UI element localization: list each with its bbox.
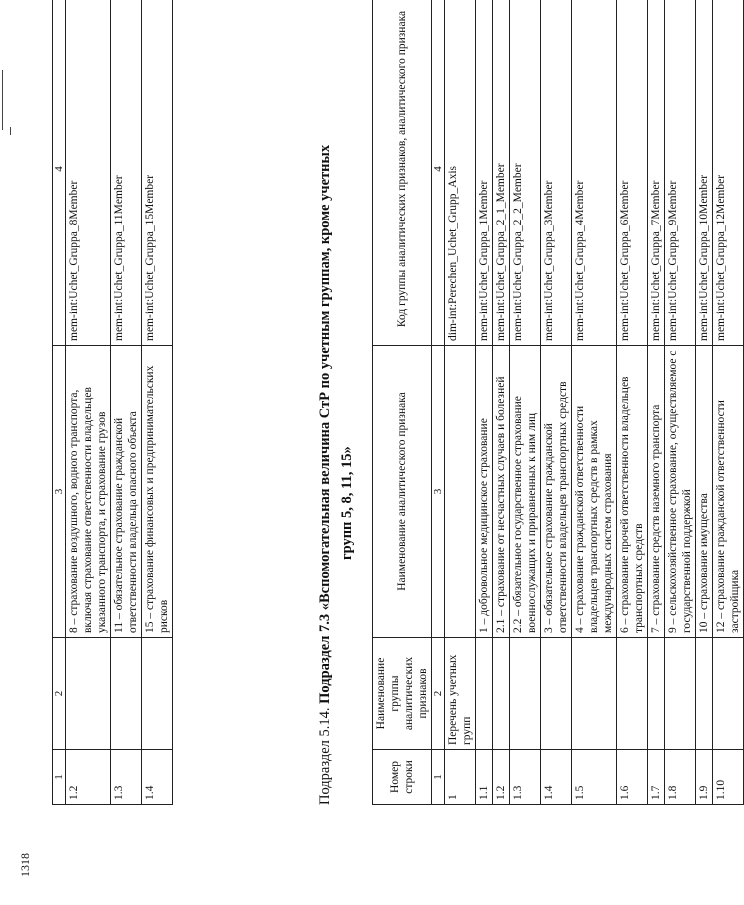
attribute-code: mem-int:Uchet_Gruppa_3Member <box>541 0 572 346</box>
row-number: 1.6 <box>617 750 648 805</box>
row-number: 1.4 <box>541 750 572 805</box>
page-number: 1318 <box>18 853 32 877</box>
row-number: 1.2 <box>66 750 111 805</box>
attribute-code: mem-int:Uchet_Gruppa_1Member <box>476 0 493 346</box>
table-row <box>66 0 111 805</box>
row-number: 1.7 <box>648 750 665 805</box>
group-name <box>617 638 648 750</box>
heading-title-line2: групп 5, 8, 11, 15» <box>339 446 355 560</box>
attribute-code: mem-int:Uchet_Gruppa_10Member <box>696 0 713 346</box>
row-number: 1.1 <box>476 750 493 805</box>
group-name <box>476 638 493 750</box>
table-row <box>493 0 510 805</box>
table-analytic-attributes <box>372 0 744 805</box>
table1-number-row <box>53 0 66 805</box>
column-number: 2 <box>432 638 445 750</box>
table-row <box>572 0 617 805</box>
group-name <box>665 638 696 750</box>
column-number: 3 <box>53 346 66 638</box>
column-header: Наименование группы аналитических признаков <box>373 638 432 750</box>
table-continuation <box>52 0 173 805</box>
attribute-name: 15 – страхование финансовых и предпринимательских рисков <box>142 346 173 638</box>
column-header: Номер строки <box>373 750 432 805</box>
attribute-code: mem-int:Uchet_Gruppa_11Member <box>111 0 142 346</box>
attribute-name: 6 – страхование прочей ответственности владельцев транспортных средств <box>617 346 648 638</box>
group-name <box>541 638 572 750</box>
table-row <box>445 0 476 805</box>
attribute-name: 2.1 – страхование от несчастных случаев и болезней <box>493 346 510 638</box>
group-name <box>510 638 541 750</box>
table-row <box>541 0 572 805</box>
table-row <box>665 0 696 805</box>
row-number: 1.5 <box>572 750 617 805</box>
row-number: 1 <box>445 750 476 805</box>
table-row <box>696 0 713 805</box>
attribute-code: mem-int:Uchet_Gruppa_7Member <box>648 0 665 346</box>
attribute-name <box>445 346 476 638</box>
column-header: Наименование аналитического признака <box>373 346 432 638</box>
group-name <box>111 638 142 750</box>
attribute-name: 1 – добровольное медицинское страхование <box>476 346 493 638</box>
attribute-code: mem-int:Uchet_Gruppa_4Member <box>572 0 617 346</box>
column-number: 1 <box>53 750 66 805</box>
group-name <box>713 638 744 750</box>
table-row <box>510 0 541 805</box>
attribute-name: 11 – обязательное страхование гражданской ответственности владельца опасного объекта <box>111 346 142 638</box>
heading-title-line1: Подраздел 7.3 «Вспомогательная величина СтР по учетным группам, кроме учетных <box>317 144 333 704</box>
column-number: 4 <box>53 0 66 346</box>
attribute-code: mem-int:Uchet_Gruppa_6Member <box>617 0 648 346</box>
row-number: 1.2 <box>493 750 510 805</box>
row-number: 1.9 <box>696 750 713 805</box>
attribute-code: mem-int:Uchet_Gruppa_2_1_Member <box>493 0 510 346</box>
column-number: 2 <box>53 638 66 750</box>
attribute-name: 4 – страхование гражданской ответственности владельцев транспортных средств в рамках международных систем страхования <box>572 346 617 638</box>
group-name <box>66 638 111 750</box>
table-row <box>111 0 142 805</box>
row-number: 1.10 <box>713 750 744 805</box>
attribute-name: 9 – сельскохозяйственное страхование, осуществляемое с государственной поддержкой <box>665 346 696 638</box>
column-number: 1 <box>432 750 445 805</box>
attribute-name: 3 – обязательное страхование гражданской ответственности владельцев транспортных средств <box>541 346 572 638</box>
attribute-name: 12 – страхование гражданской ответственности застройщика <box>713 346 744 638</box>
attribute-name: 10 – страхование имущества <box>696 346 713 638</box>
attribute-name: 2.2 – обязательное государственное страхование военнослужащих и приравненных к ним лиц <box>510 346 541 638</box>
column-header: Код группы аналитических признаков, аналитического признака <box>373 0 432 346</box>
section-heading <box>314 15 358 805</box>
row-number: 1.3 <box>510 750 541 805</box>
margin-mark <box>2 70 3 130</box>
table2-number-row <box>432 0 445 805</box>
margin-tick <box>10 127 11 135</box>
row-number: 1.3 <box>111 750 142 805</box>
column-number: 3 <box>432 346 445 638</box>
table-row <box>648 0 665 805</box>
attribute-name: 8 – страхование воздушного, водного транспорта, включая страхование ответственности владельцев указанного транспорта, и страхование грузов <box>66 346 111 638</box>
table-row <box>617 0 648 805</box>
row-number: 1.8 <box>665 750 696 805</box>
group-name <box>696 638 713 750</box>
table2-header-row <box>373 0 432 805</box>
heading-prefix: Подраздел 5.14. <box>317 703 333 805</box>
attribute-code: dim-int:Perechen_Uchet_Grupp_Axis <box>445 0 476 346</box>
attribute-code: mem-int:Uchet_Gruppa_15Member <box>142 0 173 346</box>
attribute-code: mem-int:Uchet_Gruppa_12Member <box>713 0 744 346</box>
column-number: 4 <box>432 0 445 346</box>
attribute-code: mem-int:Uchet_Gruppa_2_2_Member <box>510 0 541 346</box>
table-row <box>142 0 173 805</box>
table-row <box>476 0 493 805</box>
attribute-code: mem-int:Uchet_Gruppa_8Member <box>66 0 111 346</box>
row-number: 1.4 <box>142 750 173 805</box>
group-name <box>648 638 665 750</box>
attribute-name: 7 – страхование средств наземного транспорта <box>648 346 665 638</box>
group-name <box>493 638 510 750</box>
attribute-code: mem-int:Uchet_Gruppa_9Member <box>665 0 696 346</box>
group-name <box>572 638 617 750</box>
group-name <box>142 638 173 750</box>
group-name: Перечень учетных групп <box>445 638 476 750</box>
table-row <box>713 0 744 805</box>
